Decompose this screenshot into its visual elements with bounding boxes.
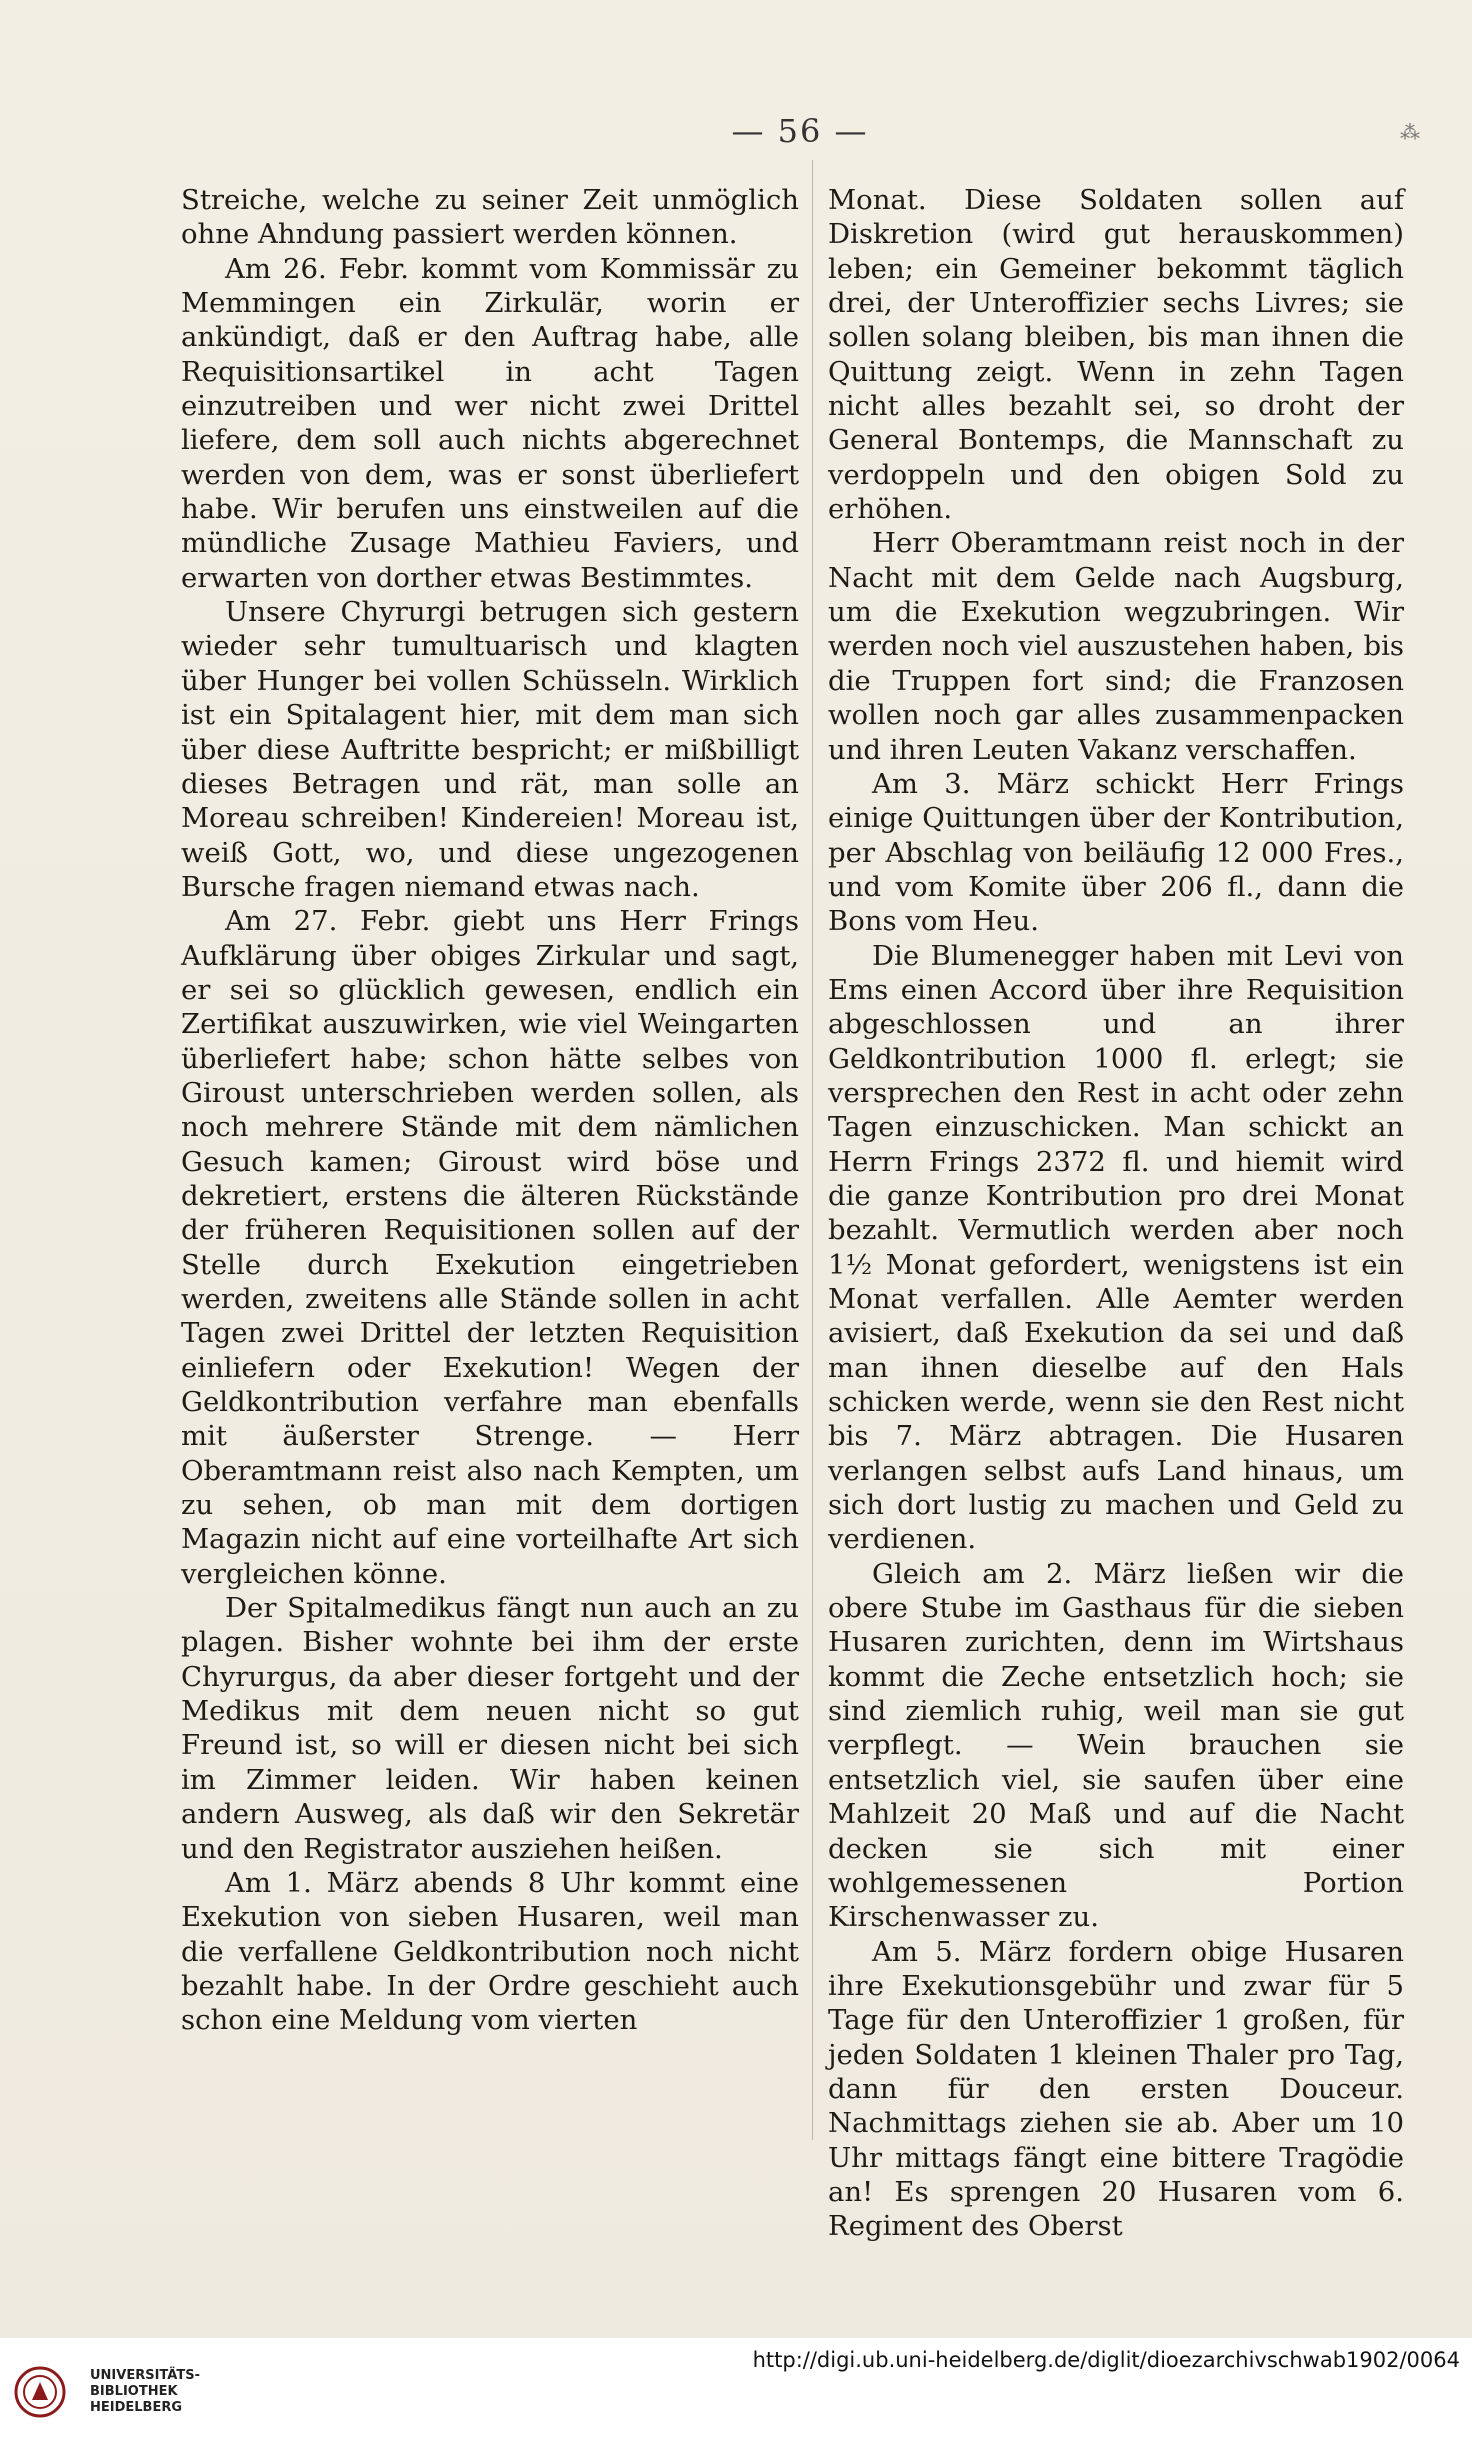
paragraph: Am 27. Febr. giebt uns Herr Frings Aufklärung über obiges Zirkular und sagt, er sei so glücklich gewesen, endlich ein Zertifikat auszuwirken, wie viel Weingarten überliefert habe; schon hätte selbes von Giroust unterschrieben werden sollen, als noch mehrere Stände mit dem nämlichen Gesuch kamen; Giroust wird böse und dekretiert, erstens die älteren Rückstände der früheren Requisitionen sollen auf der Stelle durch Exekution eingetrieben werden, zweitens alle Stände sollen in acht Tagen zwei Drittel der letzten Requisition einliefern oder Exekution! Wegen der Geldkontribution verfahre man ebenfalls mit äußerster Strenge. — Herr Oberamtmann reist also nach Kempten, um zu sehen, ob man mit dem dortigen Magazin nicht auf eine vorteilhafte Art sich vergleichen könne. (181, 905, 799, 1590)
column-divider (812, 160, 813, 2140)
corner-stamp-icon: ⁂ (1400, 120, 1420, 144)
library-name-line: UNIVERSITÄTS- (90, 2368, 200, 2383)
paragraph: Am 1. März abends 8 Uhr kommt eine Exekution von sieben Husaren, weil man die verfallene Geldkontribution noch nicht bezahlt habe. In der Ordre geschieht auch schon eine Meldung vom vierten (181, 1866, 799, 2037)
paragraph: Am 3. März schickt Herr Frings einige Quittungen über der Kontribution, per Abschlag von beiläufig 12 000 Fres., und vom Komite über 206 fl., dann die Bons vom Heu. (828, 767, 1404, 938)
paragraph: Gleich am 2. März ließen wir die obere Stube im Gasthaus für die sieben Husaren zurichten, denn im Wirtshaus kommt die Zeche entsetzlich hoch; sie sind ziemlich ruhig, weil man sie gut verpflegt. — Wein brauchen sie entsetzlich viel, sie saufen über eine Mahlzeit 20 Maß und auf die Nacht decken sie sich mit einer wohlgemessenen Portion Kirschenwasser zu. (828, 1557, 1404, 1934)
paragraph: Herr Oberamtmann reist noch in der Nacht mit dem Gelde nach Augsburg, um die Exekution wegzubringen. Wir werden noch viel auszustehen haben, bis die Truppen fort sind; die Franzosen wollen noch gar alles zusammenpacken und ihren Leuten Vakanz verschaffen. (828, 527, 1404, 766)
paragraph: Am 26. Febr. kommt vom Kommissär zu Memmingen ein Zirkulär, worin er ankündigt, daß er den Auftrag habe, alle Requisitionsartikel in acht Tagen einzutreiben und wer nicht zwei Drittel liefere, dem soll auch nichts abgerechnet werden von dem, was er sonst überliefert habe. Wir berufen uns einstweilen auf die mündliche Zusage Mathieu Faviers, und erwarten von dorther etwas Bestimmtes. (181, 252, 799, 594)
library-name-line: BIBLIOTHEK (90, 2384, 178, 2399)
paragraph: Unsere Chyrurgi betrugen sich gestern wieder sehr tumultuarisch und klagten über Hunger bei vollen Schüsseln. Wirklich ist ein Spitalagent hier, mit dem man sich über diese Auftritte bespricht; er mißbilligt dieses Betragen und rät, man solle an Moreau schreiben! Kindereien! Moreau ist, weiß Gott, wo, und diese ungezogenen Bursche fragen niemand etwas nach. (181, 596, 799, 903)
paragraph: Streiche, welche zu seiner Zeit unmöglich ohne Ahndung passiert werden können. (181, 184, 799, 251)
library-name-line: HEIDELBERG (90, 2400, 183, 2415)
page-number: — 56 — (731, 112, 869, 150)
paragraph: Der Spitalmedikus fängt nun auch an zu plagen. Bisher wohnte bei ihm der erste Chyrurgus, da aber dieser fortgeht und der Medikus mit dem neuen nicht so gut Freund ist, so will er diesen nicht bei sich im Zimmer leiden. Wir haben keinen andern Ausweg, als daß wir den Sekretär und den Registrator ausziehen heißen. (181, 1592, 799, 1865)
right-text-column (828, 183, 1404, 2244)
paragraph: Am 5. März fordern obige Husaren ihre Exekutionsgebühr und zwar für 5 Tage für den Unteroffizier 1 großen, für jeden Soldaten 1 kleinen Thaler pro Tag, dann für den ersten Douceur. Nachmittags ziehen sie ab. Aber um 10 Uhr mittags fängt eine bittere Tragödie an! Es sprengen 20 Husaren vom 6. Regiment des Oberst (828, 1935, 1404, 2243)
paragraph: Monat. Diese Soldaten sollen auf Diskretion (wird gut herauskommen) leben; ein Gemeiner bekommt täglich drei, der Unteroffizier sechs Livres; sie sollen solang bleiben, bis man ihnen die Quittung zeigt. Wenn in zehn Tagen nicht alles bezahlt sei, so droht der General Bontemps, die Mannschaft zu verdoppeln und den obigen Sold zu erhöhen. (828, 184, 1404, 526)
paragraph: Die Blumenegger haben mit Levi von Ems einen Accord über ihre Requisition abgeschlossen und an ihrer Geldkontribution 1000 fl. erlegt; sie versprechen den Rest in acht oder zehn Tagen einzuschicken. Man schickt an Herrn Frings 2372 fl. und hiemit wird die ganze Kontribution pro drei Monat bezahlt. Vermutlich werden aber noch 1½ Monat gefordert, wenigstens ist ein Monat verfallen. Alle Aemter werden avisiert, daß Exekution da sei und daß man ihnen dieselbe auf den Hals schicken werde, wenn sie den Rest nicht bis 7. März abtragen. Die Husaren verlangen selbst aufs Land hinaus, um sich dort lustig zu machen und Geld zu verdienen. (828, 939, 1404, 1556)
source-url-link[interactable]: http://digi.ub.uni-heidelberg.de/diglit/dioezarchivschwab1902/0064 (752, 2348, 1460, 2372)
left-text-column (181, 183, 799, 2038)
footer-bar (0, 2338, 1472, 2443)
library-name (90, 2368, 200, 2416)
university-seal-icon (14, 2366, 66, 2418)
